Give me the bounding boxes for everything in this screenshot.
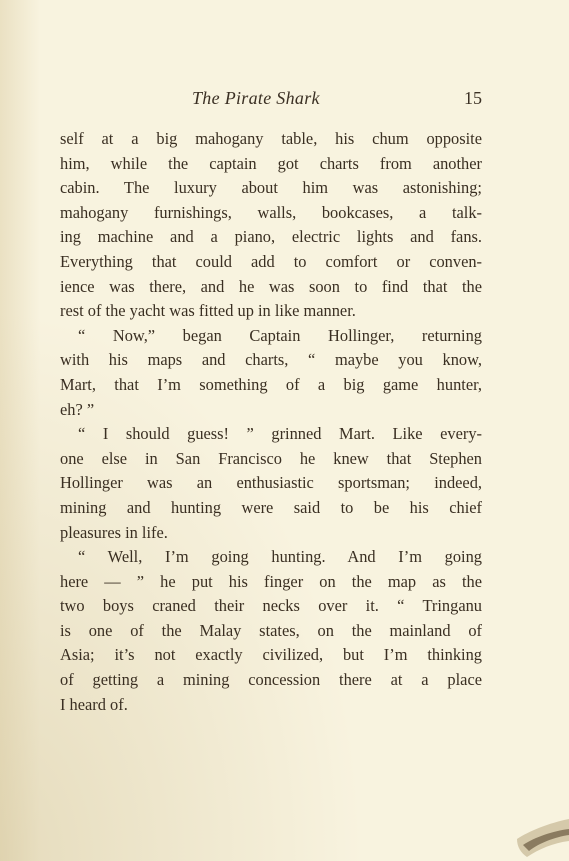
- body-text: [60, 127, 482, 717]
- text-line: Everything that could add to comfort or conven-: [60, 251, 482, 271]
- page-number: 15: [464, 88, 482, 108]
- text-line: self at a big mahogany table, his chum opposite: [60, 129, 482, 148]
- text-line: one else in San Francisco he knew that Stephen: [60, 448, 482, 468]
- text-line: ience was there, and he was soon to find that the: [60, 276, 482, 296]
- text-line: “ I should guess! ” grinned Mart. Like every-: [78, 424, 482, 444]
- text-line: “ Now,” began Captain Hollinger, returning: [78, 325, 482, 345]
- text-line: I heard of.: [60, 694, 128, 714]
- text-line: Hollinger was an enthusiastic sportsman; indeed,: [60, 473, 482, 493]
- text-line: “ Well, I’m going hunting. And I’m going: [78, 547, 482, 567]
- text-line: of getting a mining concession there at a place: [60, 670, 482, 690]
- page-header: [60, 88, 482, 112]
- text-line: Mart, that I’m something of a big game hunter,: [60, 374, 482, 394]
- text-line: two boys craned their necks over it. “ Tringanu: [60, 596, 482, 616]
- text-line: him, while the captain got charts from another: [60, 153, 482, 173]
- text-line: mahogany furnishings, walls, bookcases, a talk-: [60, 202, 482, 222]
- running-title: The Pirate Shark: [192, 88, 320, 108]
- text-line: with his maps and charts, “ maybe you know,: [60, 350, 482, 370]
- text-line: rest of the yacht was fitted up in like manner.: [60, 301, 356, 321]
- text-line: mining and hunting were said to be his chief: [60, 497, 482, 517]
- text-line: cabin. The luxury about him was astonishing;: [60, 178, 482, 198]
- text-line: here — ” he put his finger on the map as the: [60, 571, 482, 591]
- text-line: pleasures in life.: [60, 522, 168, 542]
- page-corner-stain: [509, 801, 569, 861]
- text-line: is one of the Malay states, on the mainland of: [60, 620, 482, 640]
- text-line: ing machine and a piano, electric lights and fans.: [60, 227, 482, 247]
- text-line: Asia; it’s not exactly civilized, but I’m thinking: [60, 645, 482, 665]
- text-line: eh? ”: [60, 399, 95, 419]
